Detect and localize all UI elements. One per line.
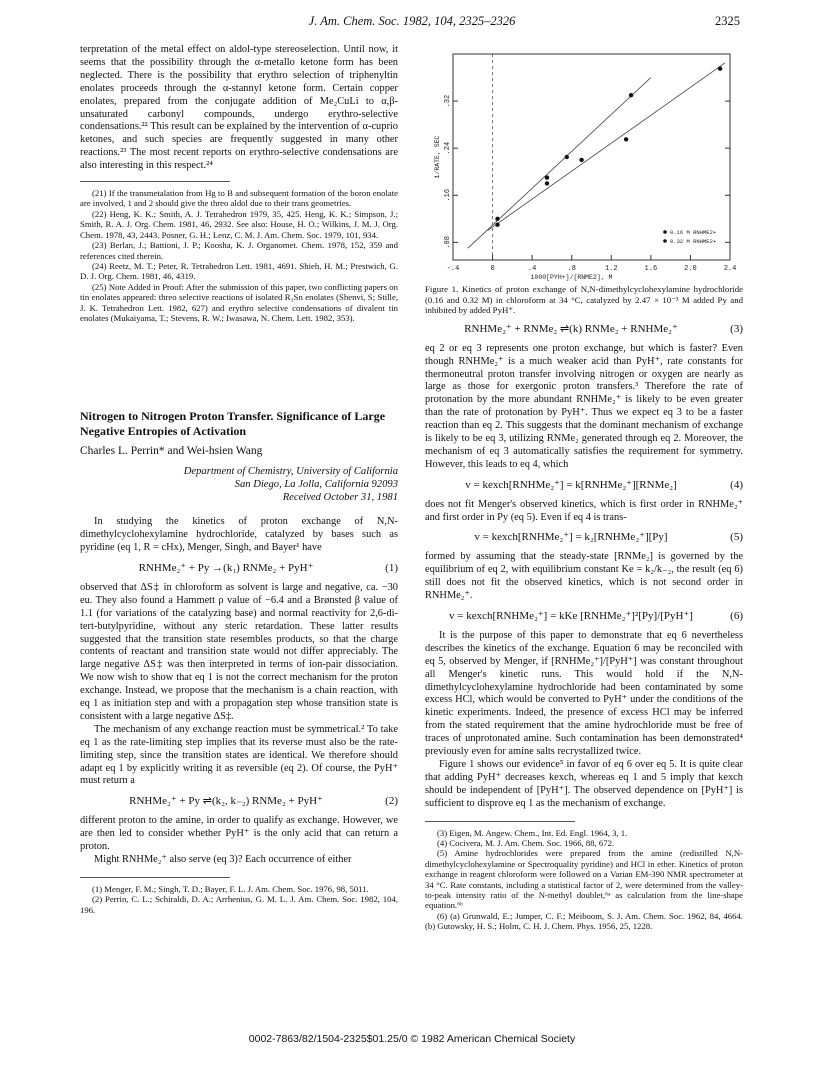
footnote-23: (23) Berlan, J.; Battioni, J. P.; Koosha, K. J. Organomet. Chem. 1978, 152, 359 and references cited therein. bbox=[80, 240, 398, 261]
body-paragraph-r2: does not fit Menger's observed kinetics, which is first order in RNHMe₂⁺ and first order in Py (eq 5). Even if eq 4 is trans- bbox=[425, 498, 743, 523]
equation-4 bbox=[425, 479, 743, 492]
data-point-series-1 bbox=[545, 181, 549, 185]
affiliation bbox=[80, 465, 398, 504]
equation-4-number: (4) bbox=[730, 478, 743, 491]
footnote-5: (5) Amine hydrochlorides were prepared from the amine (redistilled N,N-dimethylcyclohexylamine or Spectroquality pyridine) and HCl in ether. Kinetics of proton exchange in reagent chloroform were followed on a Varian EM-390 NMR spectrometer at 34 °C. Rate constants, including a statistical factor of 2, were determined from the valley-to-peak intensity ratio of the N-methyl doublet,⁶ᵃ as calculation from the line-shape equation.⁶ᵇ bbox=[425, 848, 743, 911]
equation-1-body: RNHMe₂⁺ + Py →(k₁) RNMe₂ + PyH⁺ bbox=[138, 561, 314, 574]
legend-label: 0.32 M RNHME2+ bbox=[670, 238, 717, 245]
footnote-rule-3 bbox=[425, 821, 575, 822]
body-paragraph-3: The mechanism of any exchange reaction must be symmetrical.² To take eq 1 as the rate-limiting step implies that its reverse must also be the rate-limiting step, since the transition states are identical. We therefore should adapt eq 1 by explicitly writing it as reversible (eq 2). Of course, the PyH⁺ must return a bbox=[80, 723, 398, 787]
x-tick-label: 1.2 bbox=[604, 265, 618, 273]
data-point-series-1 bbox=[495, 222, 499, 226]
y-tick-label: .08 bbox=[444, 236, 452, 249]
x-tick-label: .4 bbox=[527, 265, 537, 273]
footnote-21: (21) If the transmetalation from Hg to B and subsequent formation of the boron enolate are involved, 1 and 2 should give the threo aldol due to their trans geometries. bbox=[80, 188, 398, 209]
x-tick-label: 1.6 bbox=[644, 265, 658, 273]
affiliation-line-2: San Diego, La Jolla, California 92093 bbox=[234, 479, 398, 491]
x-tick-label: 0 bbox=[490, 265, 495, 273]
y-tick-label: .24 bbox=[444, 141, 452, 155]
footnote-4: (4) Cocivera, M. J. Am. Chem. Soc. 1966, 88, 672. bbox=[437, 838, 615, 848]
equation-5-number: (5) bbox=[730, 531, 743, 544]
body-paragraph-5: Might RNHMe₂⁺ also serve (eq 3)? Each occurrence of either bbox=[94, 854, 352, 865]
body-paragraph-r3: formed by assuming that the steady-state [RNMe₂] is governed by the equilibrium of eq 2, with equilibrium constant Ke = k₂/k₋₂, the result (eq 6) still does not fit the observed kinetics, which is not second order in RNHMe₂⁺. bbox=[425, 551, 743, 602]
body-paragraph-2: observed that ΔS‡ in chloroform as solvent is large and negative, ca. −30 eu. They also found a Hammett ρ value of −6.4 and a Brønsted β value of 1.1 (for variations of the catalyzing base) and normal reactivity for 2,6-di-tert-butylpyridine, without any steric retardation. These latter results suggested that the transition state resembles products, so that the charge contents of reactant and transition state would not differ appreciably. The large negative ΔS‡ was then interpreted in terms of ion-pair dissociation. We now wish to show that eq 1 is not the correct mechanism for the proton exchange. Instead, we propose that the mechanism is a chain reaction, with eq 1 as initiation step and with a propagation step whose transition state is consistent with a large negative ΔS‡. bbox=[80, 581, 398, 722]
equation-4-body: v = kexch[RNHMe₂⁺] = k[RNHMe₂⁺][RNMe₂] bbox=[465, 478, 677, 491]
page-number: 2325 bbox=[715, 14, 740, 28]
fit-line-1 bbox=[468, 78, 651, 249]
footnote-24: (24) Reetz, M. T.; Peter, R. Tetrahedron Lett. 1981, 4691. Shieh, H. M.; Prestwich, G. D. J. Org. Chem. 1981, 46, 4319. bbox=[80, 260, 398, 282]
body-paragraph-4: different proton to the amine, in order to qualify as exchange. However, we are then led to consider whether PyH⁺ is the only acid that can return a proton. bbox=[80, 815, 398, 853]
equation-2-number: (2) bbox=[385, 795, 398, 808]
page-footer: 0002-7863/82/1504-2325$01.25/0 © 1982 American Chemical Society bbox=[248, 1033, 576, 1045]
article-title: Nitrogen to Nitrogen Proton Transfer. Significance of Large Negative Entropies of Activation bbox=[80, 409, 386, 438]
data-point-series-1 bbox=[629, 93, 633, 97]
footnote-22: (22) Heng, K. K.; Smith, A. J. Tetrahedron 1979, 35, 425. Heng, K. K.; Simpson, J.; Smith, R. A. J. Org. Chem. 1981, 46, 2932. See also: House, H. O.; Wilkins, J. M. J. Org. Chem. 1978, 43, 2443. Posner, G. H.; Lenz, C. M. J. Am. Chem. Soc. 1979, 101, 934. bbox=[80, 208, 398, 240]
x-tick-label: -.4 bbox=[446, 265, 460, 273]
equation-6-body: v = kexch[RNHMe₂⁺] = kKe [RNHMe₂⁺]²[Py]/[PyH⁺] bbox=[449, 610, 693, 622]
equation-2 bbox=[80, 795, 398, 808]
authors: Charles L. Perrin* and Wei-hsien Wang bbox=[80, 445, 263, 458]
equation-1 bbox=[80, 562, 398, 575]
legend-marker bbox=[663, 239, 667, 243]
body-paragraph-r1: eq 2 or eq 3 represents one proton exchange, but which is faster? Even though RNHMe₂⁺ is a much weaker acid than PyH⁺, rate constants for thermoneutral proton transfer involving nitrogen or oxygen are nearly as large as those for exergonic proton transfers.³ Therefore the rate of protonation by the more abundant RNHMe₂⁺ is likely to be even greater than the rate of protonation by PyH⁺. Thus we expect eq 3 to be a faster reaction than eq 2. This suggests that the dominant mechanism of exchange is likely to be eq 3, utilizing RNMe₂ generated through eq 2. Moreover, the mechanism of eq 3 automatically satisfies the requirement for symmetry. However, this leads to eq 4, which bbox=[425, 342, 743, 470]
equation-5-body: v = kexch[RNHMe₂⁺] = k₂[RNHMe₂⁺][Py] bbox=[474, 531, 668, 544]
y-axis-label: 1/RATE, SEC bbox=[434, 135, 441, 179]
y-tick-label: .32 bbox=[444, 94, 452, 108]
footnote-6: (6) (a) Grunwald, E.; Jumper, C. F.; Meiboom, S. J. Am. Chem. Soc. 1962, 84, 4664. (b) Gutowsky, H. S.; Holm, C. H. J. Chem. Phys. 1956, 25, 1228. bbox=[425, 910, 743, 932]
data-point-series-2 bbox=[495, 217, 499, 221]
figure-1-caption: Figure 1. Kinetics of proton exchange of N,N-dimethylcyclohexylamine hydrochloride (0.16 and 0.32 M) in chloroform at 34 °C, catalyzed by 2.47 × 10⁻³ M added Py and inhibited by added PyH⁺. bbox=[425, 284, 743, 316]
left-column bbox=[80, 44, 398, 915]
data-point-series-2 bbox=[579, 158, 583, 162]
intro-paragraph: terpretation of the metal effect on aldol-type stereoselection. Until now, it seems that the possibility through the α-metallo ketone form has been neglected. There is the possibility that erythro selection of triphenyltin enolates proceeds through the α-stannyl ketone form. Certain copper enolates, prepared from the conjugate addition of Me₂CuLi to α,β-unsaturated carbonyl compounds, undergo erythro-selective condensations.²² This result can be explained by the intervention of α-cuprio ketones, and such species are frequently suggested in many other reactions.²³ The most recent reports on erythro-selective condensations are also interesting in this respect.²⁴ bbox=[80, 44, 398, 172]
body-paragraph-1: In studying the kinetics of proton exchange of N,N-dimethylcyclohexylamine hydrochloride, catalyzed by bases such as pyridine (eq 1, R = cHx), Menger, Singh, and Bayer¹ have bbox=[80, 516, 398, 554]
chart-svg bbox=[425, 44, 743, 282]
data-point-series-2 bbox=[718, 67, 722, 71]
legend-marker bbox=[663, 230, 667, 234]
equation-3 bbox=[425, 323, 743, 336]
body-paragraph-r4: It is the purpose of this paper to demonstrate that eq 6 nevertheless describes the kinetics of the exchange. Equation 6 may be reconciled with eq 5, observed by Menger, if [RNHMe₂⁺]/[PyH⁺] was constant throughout all Menger's kinetic runs. This would hold if the N,N-dimethylcyclohexylamine hydrochloride had been contaminated by some excess HCl, which would be converted to PyH⁺ under the conditions of the kinetic experiments. Indeed, the presence of excess HCl may be inferred from the stated requirement that the amine hydrochloride must be free of traces of unprotonated amine. Such contamination has been demonstrated⁴ previously even for amine salts recrystallized twice. bbox=[425, 629, 743, 758]
footnote-3: (3) Eigen, M. Angew. Chem., Int. Ed. Engl. 1964, 3, 1. bbox=[437, 827, 628, 838]
equation-6 bbox=[425, 610, 743, 623]
fit-line-2 bbox=[488, 63, 725, 231]
equation-3-body: RNHMe₂⁺ + RNMe₂ ⇌(k) RNMe₂ + RNHMe₂⁺ bbox=[464, 322, 678, 335]
x-axis-label: 1000[PYH+]/[RNME2], M bbox=[530, 274, 613, 281]
x-tick-label: 2.0 bbox=[684, 265, 697, 273]
data-point-series-2 bbox=[545, 175, 549, 179]
x-tick-label: .8 bbox=[567, 265, 576, 273]
y-tick-label: .16 bbox=[444, 188, 452, 202]
figure-1-chart bbox=[425, 44, 743, 282]
equation-6-number: (6) bbox=[730, 610, 743, 622]
equation-2-body: RNHMe₂⁺ + Py ⇌(k₂, k₋₂) RNMe₂ + PyH⁺ bbox=[129, 795, 323, 808]
data-point-series-2 bbox=[624, 137, 628, 141]
equation-3-number: (3) bbox=[730, 322, 743, 335]
right-column bbox=[425, 44, 743, 932]
journal-citation: J. Am. Chem. Soc. 1982, 104, 2325–2326 bbox=[308, 14, 516, 28]
body-paragraph-r5: Figure 1 shows our evidence⁵ in favor of eq 6 over eq 5. It is quite clear that adding PyH⁺ decreases kexch, whereas eq 1 and 5 imply that kexch should be independent of [PyH⁺]. The observed dependence on [PyH⁺] is sufficient to disprove eq 1 as the mechanism of exchange. bbox=[425, 758, 743, 809]
footnote-2: (2) Perrin, C. L.; Schiraldi, D. A.; Arrhenius, G. M. L. J. Am. Chem. Soc. 1982, 104, 196. bbox=[80, 894, 398, 915]
footnote-rule-2 bbox=[80, 877, 230, 878]
data-point-series-1 bbox=[565, 155, 569, 159]
footnote-25: (25) Note Added in Proof: After the submission of this paper, two conflicting papers on tin enolates appeared: threo selective reactions of isolated R₃Sn enolates (Shenvi, S; Stille, J. K. Tetrahedron Lett. 1982, 627) and erythro selective condensations of divalent tin enolates (Mukaiyama, T.; Stevens, R. W.; Iwasawa, N. Chem. Lett. 1982, 353). bbox=[80, 281, 398, 323]
running-header bbox=[0, 14, 824, 34]
footnote-1: (1) Menger, F. M.; Singh, T. D.; Bayer, F. L. J. Am. Chem. Soc. 1976, 98, 5011. bbox=[92, 883, 369, 894]
received-date: Received October 31, 1981 bbox=[282, 492, 398, 504]
legend-label: 0.16 M RNHME2+ bbox=[670, 229, 717, 236]
equation-5 bbox=[425, 531, 743, 544]
x-tick-label: 2.4 bbox=[723, 265, 737, 273]
affiliation-line-1: Department of Chemistry, University of California bbox=[183, 466, 398, 478]
footnote-rule bbox=[80, 181, 230, 182]
equation-1-number: (1) bbox=[385, 561, 398, 574]
